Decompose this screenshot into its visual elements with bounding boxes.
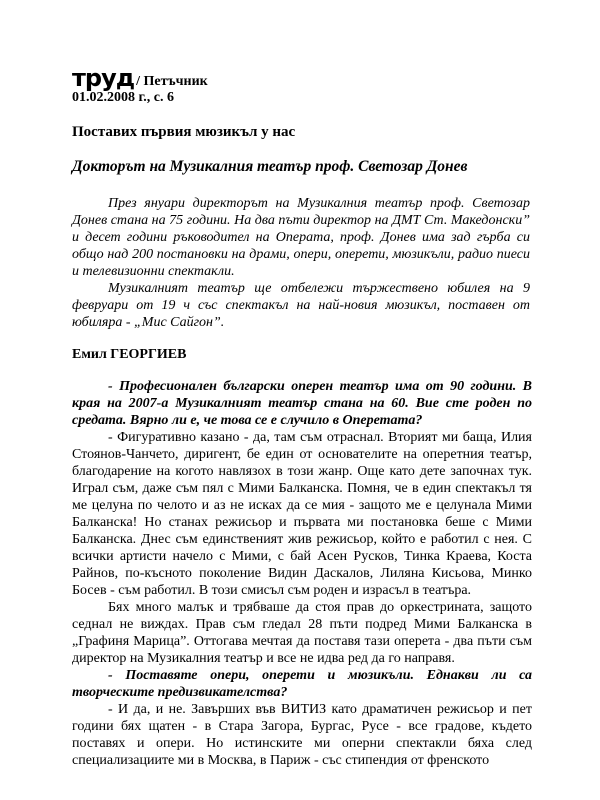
newspaper-logo: труд — [72, 64, 135, 92]
interview-question: - Професионален български оперен театър има от 90 години. В края на 2007-а Музикалният театър стана на 60. Вие сте роден по средата. Вярно ли е, че това се е случило в Оперетата? — [72, 379, 532, 428]
lead-paragraph: През януари директорът на Музикалния театър проф. Светозар Донев стана на 75 години. На два пъти директор на ДМТ Ст. Македонски” и десет години ръководител на Операта, проф. Донев има зад гърба си общо над 200 постановки на драми, опери, оперети, мюзикъли, радио пиеси и телевизионни спектакли. — [72, 196, 530, 279]
article-author: Емил ГЕОРГИЕВ — [72, 347, 187, 362]
interview-answer: - Фигуративно казано - да, там съм отраснал. Вторият ми баща, Илия Стоянов-Чанчето, диригент, бе един от основателите на оперетния театър, благодарение на когото навлязох в този жанр. Още като дете започнах тук. Играл съм, даже съм пял с Мими Балканска. Помня, че в един спектакъл тя ме целуна по челото и аз не исках да се мия - защото ме е целунала Мими Балканска! Но станах режисьор и първата ми постановка беше с Мими Балканска. Днес съм единственият жив режисьор, който е работил с нея. С всички артисти начело с Мими, с бай Асен Русков, Тинка Краева, Коста Райнов, по-късното поколение Видин Даскалов, Лиляна Кисьова, Минко Босев - съм работил. В този смисъл съм роден и израсъл в театъра. — [72, 430, 532, 598]
article-body — [72, 378, 532, 769]
interview-answer: Бях много малък и трябваше да стоя прав до оркестрината, защото седнал не виждах. Прав съм гледал 28 пъти подред Мими Балканска в „Графиня Марица”. Оттогава мечтая да поставя тази оперета - два пъти съм директор на Музикалния театър и все не идва ред да го направя. — [72, 600, 532, 666]
masthead — [72, 62, 208, 90]
article-title: Поставих първия мюзикъл у нас — [72, 124, 296, 140]
publication-name: / Петъчник — [136, 74, 208, 89]
interview-answer: - И да, и не. Завърших във ВИТИЗ като драматичен режисьор и пет години бях щатен - в Стара Загора, Бургас, Русе - все градове, където поставях и опери. Но истинските ми оперни спектакли бяха след специализациите ми в Москва, в Париж - със стипендия от френското — [72, 702, 532, 768]
date-line: 01.02.2008 г., с. 6 — [72, 90, 174, 105]
interview-question: - Поставяте опери, оперети и мюзикъли. Еднакви ли са творческите предизвикателства? — [72, 668, 532, 700]
article-lead — [72, 195, 530, 331]
article-subtitle: Докторът на Музикалния театър проф. Светозар Донев — [72, 158, 468, 175]
publication-header — [72, 62, 208, 106]
lead-paragraph: Музикалният театър ще отбележи тържествено юбилея на 9 февруари от 19 ч със спектакъл на най-новия мюзикъл, поставен от юбиляра - „Мис Сайгон”. — [72, 281, 530, 330]
